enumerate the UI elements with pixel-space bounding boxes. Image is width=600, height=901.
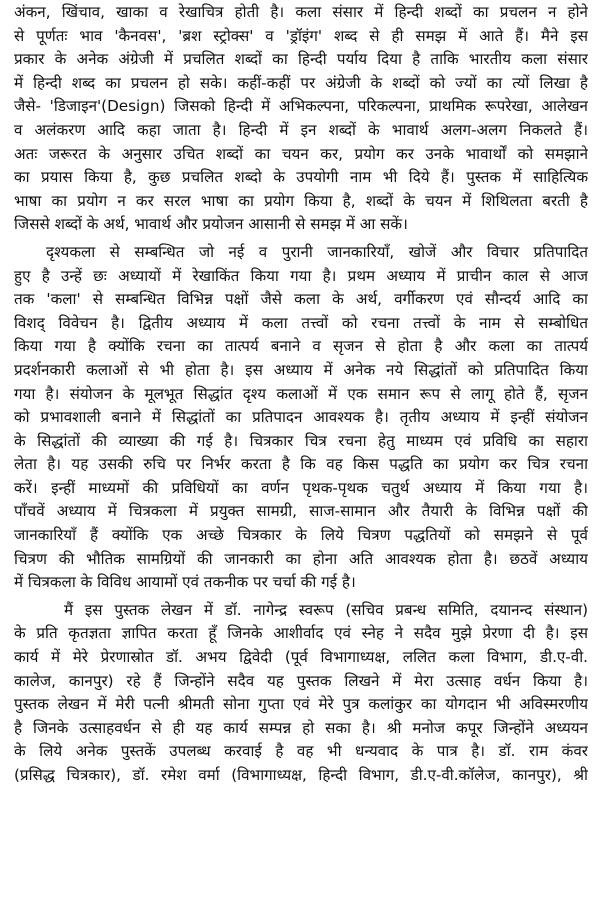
text-line: व अलंकरण आदि कहा जाता है। हिन्दी में इन शब्दों के भावार्थ अलग-अलग निकलते हैं। xyxy=(14,120,588,139)
text-line: करें। इन्हीं माध्यमों की प्रविधियों का वर्णन पृथक-पृथक चतुर्थ अध्याय में किया गया है। xyxy=(14,478,588,497)
text-line: लेता है। यह उसकी रुचि पर निर्भर करता है कि वह किस पद्धति का प्रयोग कर चित्र रचना xyxy=(14,455,588,474)
text-line: है जिनके उत्साहवर्धन से ही यह कार्य सम्पन्न हो सका है। श्री मनोज कपूर जिन्होंने अध्ययन xyxy=(14,718,588,737)
text-line: पुस्तक लेखन में मेरी पत्नी श्रीमती सोना गुप्ता एवं मेरे पुत्र कलांकुर का योगदान भी अविस्मरणीय xyxy=(14,695,588,714)
text-line: कार्य में मेरे प्रेरणास्रोत डॉ. अभय द्विवेदी (पूर्व विभागाध्यक्ष, ललित कला विभाग, डी.ए-वी. xyxy=(14,648,588,667)
document-page xyxy=(14,0,588,788)
text-line: जैसे- 'डिजाइन'(Design) जिसको हिन्दी में अभिकल्पना, परिकल्पना, प्राथमिक रूपरेखा, आलेखन xyxy=(14,97,588,116)
text-line: प्रकार के अनेक अंग्रेजी में प्रचलित शब्दों का हिन्दी पर्याय दिया है ताकि भारतीय कला संसार xyxy=(14,50,588,69)
text-line: के प्रति कृतज्ञता ज्ञापित करता हूँ जिनके आशीर्वाद एवं स्नेह ने सदैव मुझे प्रेरणा दी है। इस xyxy=(14,624,588,643)
text-line: अंकन, खिंचाव, खाका व रेखाचित्र होती है। कला संसार में हिन्दी शब्दों का प्रचलन न होने xyxy=(14,3,588,21)
text-line: में चित्रकला के विविध आयामों एवं तकनीक पर चर्चा की गई है। xyxy=(14,573,356,592)
text-line: को प्रभावशाली बनाने में सिद्धांतों का प्रतिपादन आवश्यक है। तृतीय अध्याय में इन्हीं संयोजन xyxy=(14,408,588,427)
paragraph-chapters xyxy=(14,241,588,595)
text-line: (प्रसिद्ध चित्रकार), डॉ. रमेश वर्मा (विभागाध्यक्ष, हिन्दी विभाग, डी.ए-वी.कॉलेज, कानपुर), श्री xyxy=(14,766,588,784)
text-line: गया है। संयोजन के मूलभूत सिद्धांत दृश्य कलाओं में एक समान रूप से लागू होते हैं, सृजन xyxy=(14,384,588,403)
text-line: तक 'कला' से सम्बन्धित विभिन्न पक्षों जैसे कला के अर्थ, वर्गीकरण एवं सौन्दर्य आदि का xyxy=(14,290,588,309)
text-line: जिससे शब्दों के अर्थ, भावार्थ और प्रयोजन आसानी से समझ में आ सकें। xyxy=(14,215,408,234)
text-line: से पूर्णतः भाव 'कैनवस', 'ब्रश स्ट्रोक्स' व 'ड्रॉइंग' शब्द से ही समझ में आते हैं। मैने इस xyxy=(14,26,588,45)
text-line: में हिन्दी शब्द का प्रचलन हो सके। कहीं-कहीं पर अंग्रेजी के शब्दों को ज्यों का त्यों लिखा है xyxy=(14,73,588,92)
text-line: का प्रयास किया है, कुछ प्रचलित शब्दो के उपयोगी नाम भी दिये हैं। पुस्तक में साहित्यिक xyxy=(14,168,588,187)
text-line: प्रदर्शनकारी कलाओं से भी होता है। इस अध्याय में अनेक नये सिद्धांतों को प्रतिपादित किया xyxy=(14,360,588,379)
text-line: पाँचवें अध्याय में चित्रकला में प्रयुक्त सामग्री, साज-सामान और तैयारी के विभिन्न पक्षों की xyxy=(14,502,588,521)
text-line: विशद् विवेचन है। द्वितीय अध्याय में कला तत्त्वों को रचना तत्त्वों के नाम से सम्बोधित xyxy=(14,313,588,332)
text-line: दृश्यकला से सम्बन्धित जो नई व पुरानी जानकारियाँ, खोजें और विचार प्रतिपादित xyxy=(46,242,588,261)
text-line: अतः जरूरत के अनुसार उचित शब्दों का चयन कर, प्रयोग कर उनके भावार्थों को समझाने xyxy=(14,144,588,163)
paragraph-acknowledgements xyxy=(14,599,588,788)
text-line: हुए है उन्हें छः अध्यायों में रेखाकिंत किया गया है। प्रथम अध्याय में प्राचीन काल से आज xyxy=(14,266,588,285)
text-line: के सिद्धांतों की व्याख्या की गई है। चित्रकार चित्र रचना हेतु माध्यम एवं प्रविधि का सहारा xyxy=(14,431,588,450)
paragraph-terminology xyxy=(14,1,588,237)
text-line: भाषा का प्रयोग न कर सरल भाषा का प्रयोग किया है, शब्दों के चयन में शिथिलता बरती है xyxy=(14,191,588,210)
text-line: कालेज, कानपुर) रहे हैं जिन्होंने सदैव यह पुस्तक लिखने में मेरा उत्साह वर्धन किया है। xyxy=(14,671,588,690)
text-line: मैं इस पुस्तक लेखन में डॉ. नागेन्द्र स्वरूप (सचिव प्रबन्ध समिति, दयानन्द संस्थान) xyxy=(64,600,588,619)
text-line: के लिये अनेक पुस्तकें उपलब्ध करवाई है वह भी धन्यवाद के पात्र है। डॉ. राम कंवर xyxy=(14,742,588,761)
text-line: किया गया है क्योंकि रचना का तात्पर्य बनाने व सृजन से होता है और कला का तात्पर्य xyxy=(14,337,588,356)
text-line: चित्रण की भौतिक सामग्रियों की जानकारी का होना अति आवश्यक होता है। छठवें अध्याय xyxy=(14,549,588,568)
text-line: जानकारियाँ हैं क्योंकि एक अच्छे चित्रकार के लिये चित्रण पद्धतियों को समझने से पूर्व xyxy=(14,526,588,545)
